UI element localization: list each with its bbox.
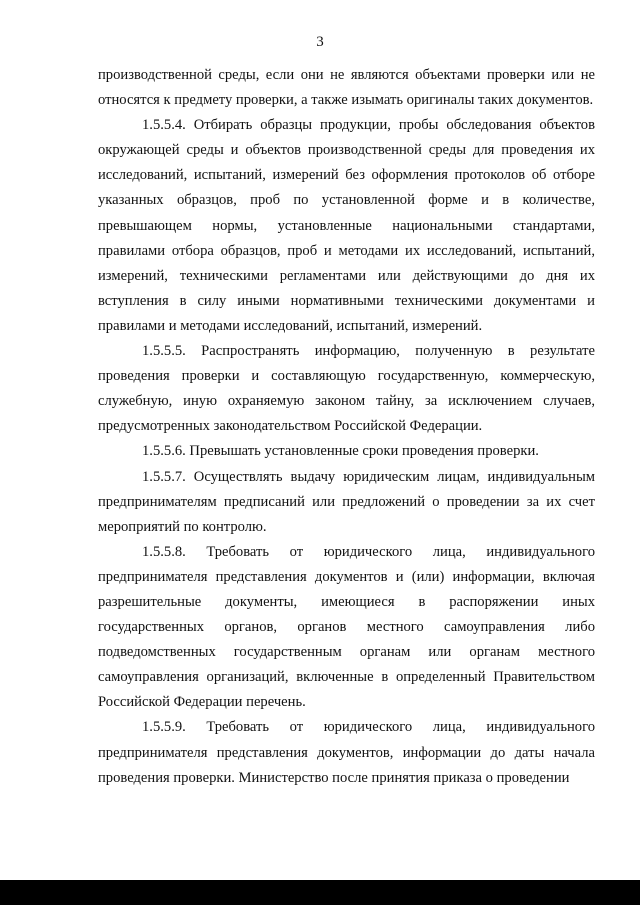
paragraph-1-5-5-7: 1.5.5.7. Осуществлять выдачу юридическим лицам, индивидуальным предпринимателям предписаний или предложений о проведении за их счет мероприятий по контролю. (98, 468, 595, 535)
paragraph-1-5-5-8: 1.5.5.8. Требовать от юридического лица, индивидуального предпринимателя представления документов и (или) информации, включая разрешительные документы, имеющиеся в распоряжении иных государственных органов, органов местного самоуправления либо подведомственных государственным органам или органам местного самоуправления организаций, включенные в определенный Правительством Российской Федерации перечень. (98, 543, 595, 711)
paragraph-1-5-5-5: 1.5.5.5. Распространять информацию, полученную в результате проведения проверки и составляющую государственную, коммерческую, служебную, иную охраняемую законом тайну, за исключением случаев, предусмотренных законодательством Российской Федерации. (98, 343, 595, 435)
paragraph-1-5-5-6: 1.5.5.6. Превышать установленные сроки проведения проверки. (142, 443, 539, 460)
document-body (98, 63, 595, 791)
page-number: 3 (316, 34, 324, 50)
paragraph-continuation: производственной среды, если они не являются объектами проверки или не относятся к предмету проверки, а также изымать оригиналы таких документов. (98, 67, 595, 109)
paragraph-1-5-5-4: 1.5.5.4. Отбирать образцы продукции, пробы обследования объектов окружающей среды и объектов производственной среды для проведения их исследований, испытаний, измерений без оформления протоколов об отборе указанных образцов, проб по установленной форме и в количестве, превышающем нормы, установленные национальными стандартами, правилами отбора образцов, проб и методами их исследований, испытаний, измерений, техническими регламентами или действующими до дня их вступления в силу иными нормативными техническими документами и правилами и методами исследований, испытаний, измерений. (98, 117, 595, 334)
scan-bottom-border (0, 880, 640, 905)
paragraph-1-5-5-9: 1.5.5.9. Требовать от юридического лица, индивидуального предпринимателя представления документов, информации до даты начала проведения проверки. Министерство после принятия приказа о проведении (98, 719, 595, 786)
